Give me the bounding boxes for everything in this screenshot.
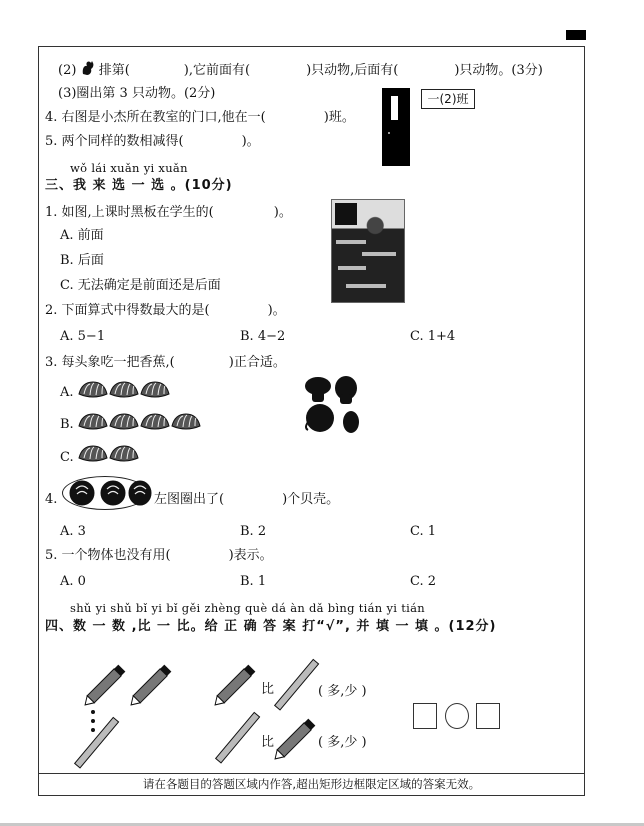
class-sign: 一(2)班 bbox=[421, 89, 475, 109]
text: )。 bbox=[273, 205, 292, 220]
question-2-part-2 bbox=[58, 60, 543, 79]
banana-bunch-icon bbox=[78, 380, 108, 398]
s3-q5-option-b[interactable]: B. 1 bbox=[240, 574, 267, 589]
s3-q4-option-b[interactable]: B. 2 bbox=[240, 524, 267, 539]
s3-q5-option-c[interactable]: C. 2 bbox=[410, 574, 437, 589]
s3-q4-option-a[interactable]: A. 3 bbox=[60, 524, 86, 539]
number-box-left[interactable] bbox=[413, 703, 437, 729]
banana-bunch-icon bbox=[109, 412, 139, 430]
banana-bunch-icon bbox=[109, 444, 139, 462]
s3-q1-option-c[interactable]: C. 无法确定是前面还是后面 bbox=[60, 278, 221, 293]
s3-q3-option-a-label[interactable]: A. bbox=[60, 385, 74, 400]
desk bbox=[362, 252, 396, 256]
s3-q2-option-a[interactable]: A. 5−1 bbox=[60, 329, 106, 344]
number-box-right[interactable] bbox=[476, 703, 500, 729]
banana-group-b[interactable] bbox=[78, 412, 201, 430]
ruler-icon bbox=[213, 708, 263, 768]
pencil-icon bbox=[272, 712, 322, 762]
question-2-part-3: (3)圈出第 3 只动物。(2分) bbox=[58, 86, 216, 101]
banana-bunch-icon bbox=[140, 412, 170, 430]
more-less-choice-1[interactable]: ( 多,少 ) bbox=[318, 684, 367, 699]
question-4 bbox=[45, 110, 355, 126]
banana-bunch-icon bbox=[78, 412, 108, 430]
section-3-pinyin: wǒ lái xuǎn yi xuǎn bbox=[70, 161, 188, 175]
text: ),它前面有( bbox=[183, 63, 251, 78]
text: 左图圈出了( bbox=[154, 492, 225, 507]
text: )。 bbox=[267, 303, 286, 318]
banana-bunch-icon bbox=[109, 380, 139, 398]
desk bbox=[346, 284, 386, 288]
shells-image bbox=[66, 479, 156, 509]
s3-question-4 bbox=[154, 492, 339, 508]
desk bbox=[336, 240, 366, 244]
section-4-title: 四、数 一 数 ,比 一 比。给 正 确 答 案 打“√”, 并 填 一 填 。(12分) bbox=[45, 619, 497, 634]
s3-q5-option-a[interactable]: A. 0 bbox=[60, 574, 86, 589]
question-5 bbox=[45, 134, 260, 150]
s3-q1-option-a[interactable]: A. 前面 bbox=[60, 228, 104, 243]
elephants-image bbox=[304, 374, 364, 436]
s3-q1-option-b[interactable]: B. 后面 bbox=[60, 253, 104, 268]
text: )个贝壳。 bbox=[282, 492, 340, 507]
text: 排第( bbox=[98, 63, 130, 78]
banana-bunch-icon bbox=[171, 412, 201, 430]
ruler-icon bbox=[72, 713, 122, 773]
banana-group-a[interactable] bbox=[78, 380, 170, 398]
compare-word: 比 bbox=[261, 735, 275, 750]
text: 3. 每头象吃一把香蕉,( bbox=[45, 355, 175, 370]
desk bbox=[338, 266, 366, 270]
banana-bunch-icon bbox=[140, 380, 170, 398]
text: )班。 bbox=[323, 110, 355, 125]
text: )只动物,后面有( bbox=[306, 63, 399, 78]
text: )正合适。 bbox=[228, 355, 286, 370]
corner-registration-marker bbox=[566, 30, 586, 40]
s3-q2-option-b[interactable]: B. 4−2 bbox=[240, 329, 286, 344]
door-window bbox=[391, 96, 398, 120]
ruler-icon bbox=[272, 655, 322, 715]
text: 1. 如图,上课时黑板在学生的( bbox=[45, 205, 214, 220]
s3-question-3 bbox=[45, 355, 286, 371]
pencil-icon bbox=[212, 658, 262, 708]
s3-q4-option-c[interactable]: C. 1 bbox=[410, 524, 437, 539]
footer-note: 请在各题目的答题区域内作答,超出矩形边框限定区域的答案无效。 bbox=[38, 773, 585, 796]
blackboard bbox=[335, 203, 357, 225]
section-4-pinyin: shǔ yi shǔ bǐ yi bǐ gěi zhèng què dá àn dǎ bìng tián yi tián bbox=[70, 601, 425, 615]
part-number: (2) bbox=[58, 63, 77, 78]
text: )。 bbox=[241, 134, 260, 149]
s3-q3-option-b-label[interactable]: B. bbox=[60, 417, 74, 432]
pencil-icon bbox=[128, 658, 178, 708]
compare-symbol-circle[interactable] bbox=[445, 703, 469, 729]
text: 2. 下面算式中得数最大的是( bbox=[45, 303, 210, 318]
text: 4. 右图是小杰所在教室的门口,他在一( bbox=[45, 110, 266, 125]
text: 5. 两个同样的数相减得( bbox=[45, 134, 184, 149]
banana-bunch-icon bbox=[78, 444, 108, 462]
more-less-choice-2[interactable]: ( 多,少 ) bbox=[318, 735, 367, 750]
classroom-photo bbox=[331, 199, 405, 303]
pencil-icon bbox=[82, 658, 132, 708]
squirrel-icon bbox=[81, 60, 95, 74]
text: )只动物。(3分) bbox=[454, 63, 543, 78]
classroom-door-image bbox=[382, 88, 410, 166]
s3-q4-number: 4. bbox=[45, 492, 58, 507]
door-knob bbox=[388, 132, 390, 134]
text: )表示。 bbox=[228, 548, 273, 563]
s3-q2-option-c[interactable]: C. 1+4 bbox=[410, 329, 456, 344]
s3-q3-option-c-label[interactable]: C. bbox=[60, 450, 74, 465]
banana-group-c[interactable] bbox=[78, 444, 139, 462]
s3-question-2 bbox=[45, 303, 286, 319]
text: 5. 一个物体也没有用( bbox=[45, 548, 171, 563]
s3-question-1 bbox=[45, 205, 292, 221]
s3-question-5 bbox=[45, 548, 273, 564]
section-3-title: 三、我 来 选 一 选 。(10分) bbox=[45, 178, 233, 193]
compare-word: 比 bbox=[261, 682, 275, 697]
